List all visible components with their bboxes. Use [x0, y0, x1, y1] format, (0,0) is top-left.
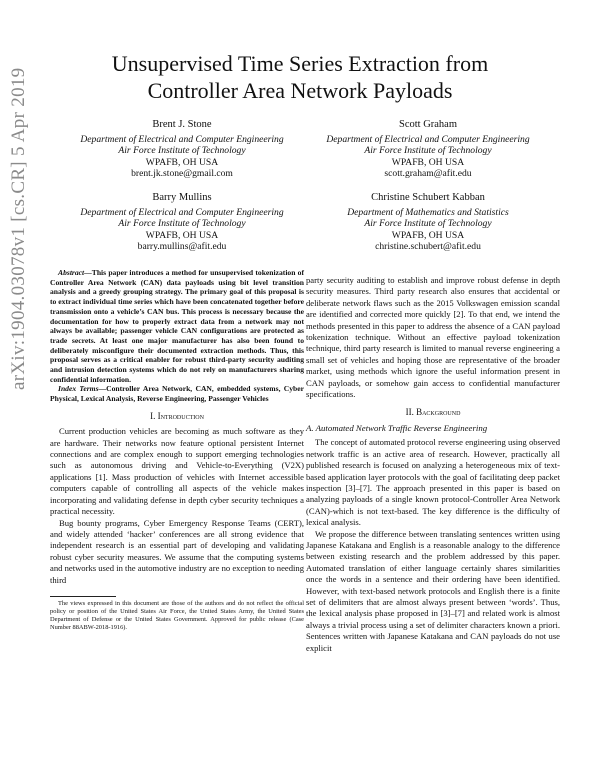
author-name: Scott Graham — [398, 119, 458, 130]
intro-paragraph-2: Bug bounty programs, Cyber Emergency Response Teams (CERT), and widely attended ‘hacker’ conferences are all strong evidence that independent research is an essential part of developing and validating robust cyber security measures. We assume that the computing systems and networks used in the automotive industry are no exception to needing third — [50, 517, 304, 585]
author-email: christine.schubert@afit.edu — [375, 241, 481, 252]
section-heading-background: II. Background — [405, 407, 461, 418]
author-email: brent.jk.stone@gmail.com — [131, 168, 233, 179]
index-terms-lead: Index Terms — [58, 384, 99, 394]
left-column — [50, 268, 304, 632]
author-block-4 — [308, 192, 548, 253]
author-institution: Air Force Institute of Technology — [364, 218, 492, 229]
right-column — [306, 275, 560, 654]
title-line-1: Unsupervised Time Series Extraction from — [111, 51, 489, 76]
author-name: Barry Mullins — [152, 192, 212, 203]
intro-paragraph-1: Current production vehicles are becoming as much software as they are hardware. Their networks now feature optional persistent Internet connections and are complex enough to support emerging technologies such as autonomous driving and Vehicle-to-Everything (V2X) applications [1]. Mass production of vehicles with Internet accessible computers capable of controlling all aspects of the vehicle makes incorporating and validating defense in depth cyber security techniques a practical necessity. — [50, 426, 304, 517]
author-location: WPAFB, OH USA — [391, 229, 465, 241]
index-terms — [50, 384, 304, 403]
background-paragraph-2: We propose the difference between translating sentences written using Japanese Katakana and English is a reasonable analogy to the difference between existing research and the problem addressed by this paper. Automated translation of either language certainly shares similarities once the words in a sentence and their ordering have been identified. However, with text-based network protocols and English there is a finite set of delimiters that are almost always present between ‘words’. Thus, the lexical analysis phase proposed in [3]–[7] and related work is almost always a trivial process using a set of delimiter characters known a priori. Sentences written with Japanese Katakana and CAN payloads do not use explicit — [306, 528, 560, 653]
author-location: WPAFB, OH USA — [145, 156, 219, 168]
arxiv-identifier: arXiv:1904.03078v1 [cs.CR] 5 Apr 2019 — [8, 67, 29, 390]
right-paragraph-continued: party security auditing to establish and improve robust defense in depth security measures. Third party research also ensures that accidental or deliberate network flaws such as the 2015 Volkswagen emission scandal are identified and corrected more quickly [2]. To that end, we intend the methods presented in this paper to address the absence of a CAN payload tokenization technique. Without an effective payload tokenization technique, third party research is limited to manual reverse engineering a small set of vehicles and hoping those are representative of the broader market, using methods which ignore the useful information present in CAN payloads, or somehow gain access to confidential manufacturer specifications. — [306, 275, 560, 400]
author-name: Brent J. Stone — [152, 119, 212, 130]
abstract — [50, 268, 304, 384]
author-institution: Air Force Institute of Technology — [118, 145, 246, 156]
author-email: scott.graham@afit.edu — [384, 168, 472, 179]
author-block-3 — [62, 192, 302, 253]
subsection-heading-a: A. Automated Network Traffic Reverse Engineering — [306, 422, 488, 433]
author-institution: Air Force Institute of Technology — [118, 218, 246, 229]
background-paragraph-1: The concept of automated protocol reverse engineering using observed network traffic is an active area of research. However, practically all published research is focused on analyzing a heterogeneous mix of text-based application layer protocols with the goal of facilitating deep packet inspection [3]–[7]. The approach presented in this paper is based on analyzing payloads of a single known protocol-Controller Area Network (CAN)-which is not text-based. The key difference is the difficulty of lexical analysis. — [306, 437, 560, 528]
author-institution: Air Force Institute of Technology — [364, 145, 492, 156]
author-email: barry.mullins@afit.edu — [137, 241, 227, 252]
title-line-2: Controller Area Network Payloads — [147, 78, 453, 103]
section-heading-introduction: I. Introduction — [150, 410, 204, 421]
arxiv-sidebar — [2, 67, 42, 590]
author-department: Department of Electrical and Computer Engineering — [80, 206, 284, 218]
author-department: Department of Electrical and Computer Engineering — [326, 133, 530, 145]
author-location: WPAFB, OH USA — [391, 156, 465, 168]
footnote: The views expressed in this document are those of the authors and do not reflect the official policy or position of the United States Air Force, the United States Army, the United States Department of Defense or the United States Government. Approved for public release (Case Number 88ABW-2018-1916). — [50, 599, 304, 631]
abstract-text: —This paper introduces a method for unsupervised tokenization of Controller Area Network (CAN) data payloads using bit level transition analysis and a greedy grouping strategy. The primary goal of this proposal is to extract individual time series which have been concatenated together before transmission onto a vehicle’s CAN bus. This process is necessary because the documentation for how to properly extract data from a network may not always be available; passenger vehicle CAN configurations are protected as trade secrets. At least one major manufacturer has also been found to deliberately misconfigure their documented extraction methods. Thus, this proposal serves as a critical enabler for robust third-party security auditing and intrusion detection systems which do not rely on manufacturers sharing confidential information. — [50, 268, 304, 384]
author-block-1 — [62, 119, 302, 180]
paper-title — [60, 50, 540, 104]
footnote-divider — [50, 596, 116, 597]
author-department: Department of Mathematics and Statistics — [347, 206, 509, 218]
index-terms-text: —Controller Area Network, CAN, embedded systems, Cyber Physical, Lexical Analysis, Reverse Engineering, Passenger Vehicles — [50, 384, 304, 404]
abstract-lead: Abstract — [58, 268, 85, 277]
author-department: Department of Electrical and Computer Engineering — [80, 133, 284, 145]
author-block-2 — [308, 119, 548, 180]
author-location: WPAFB, OH USA — [145, 229, 219, 241]
author-name: Christine Schubert Kabban — [371, 192, 485, 203]
